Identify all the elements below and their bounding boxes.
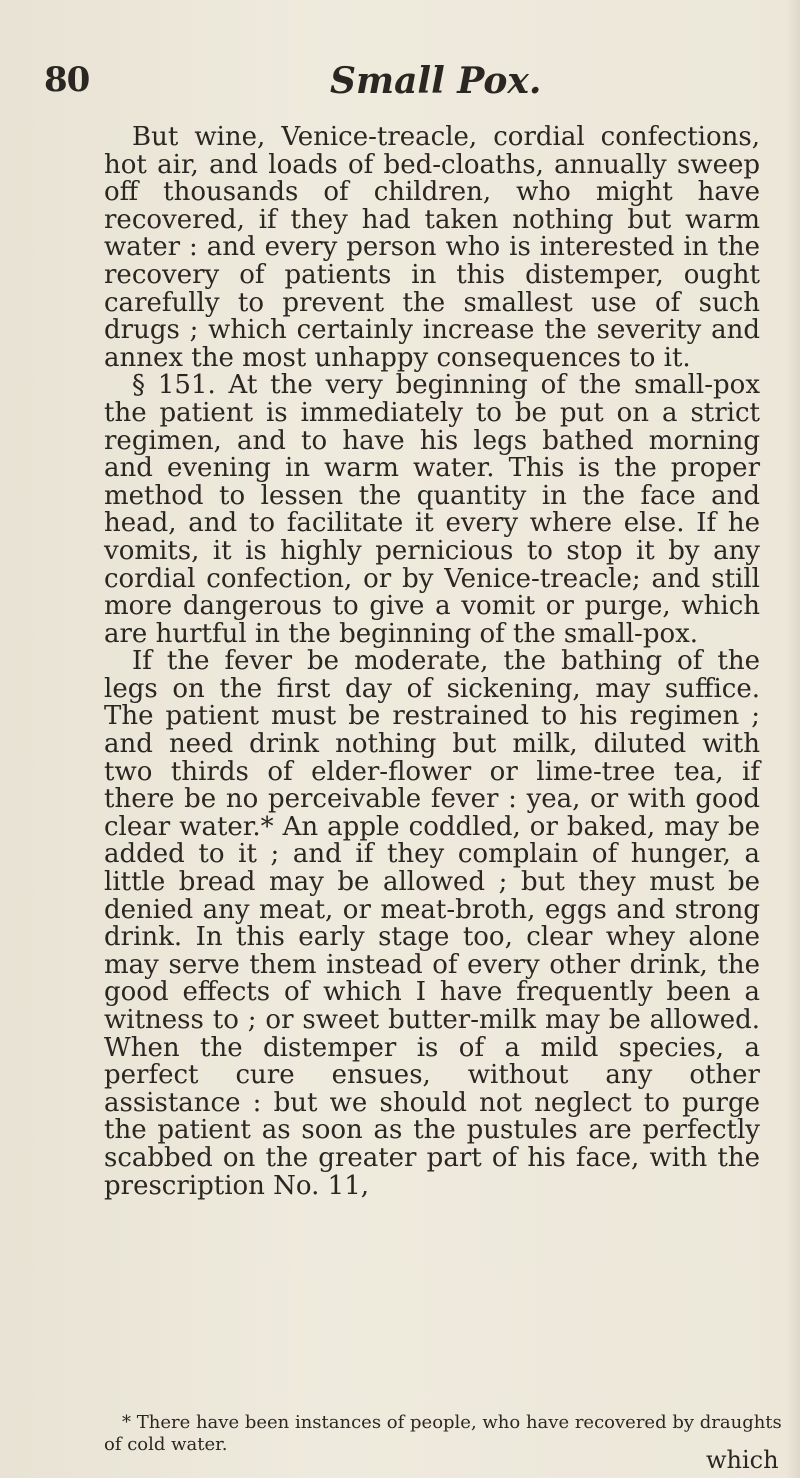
page-number: 80 xyxy=(44,60,90,100)
page-edge-shadow xyxy=(786,0,800,1478)
catchword: which xyxy=(706,1446,779,1474)
footnote-text: * There have been instances of people, who have recovered by draughts of cold water. xyxy=(104,1412,782,1455)
paragraph: § 151. At the very beginning of the small-pox the patient is immediately to be put on a strict regimen, and to have his legs bathed morning and evening in warm water. This is the proper method to lessen the quantity in the face and head, and to facilitate it every where else. If he vomits, it is highly pernicious to stop it by any cordial confection, or by Venice-treacle; and still more dangerous to give a vomit or purge, which are hurtful in the beginning of the small-pox. xyxy=(104,370,760,649)
page-header xyxy=(0,60,800,110)
paragraph: But wine, Venice-treacle, cordial confections, hot air, and loads of bed-cloaths, annually sweep off thousands of children, who might have recovered, if they had taken nothing but warm water : and every person who is interested in the recovery of patients in this distemper, ought carefully to prevent the smallest use of such drugs ; which certainly increase the severity and annex the most unhappy consequences to it. xyxy=(104,122,760,373)
running-title: Small Pox. xyxy=(330,60,542,102)
body-text xyxy=(104,124,760,1200)
footnote xyxy=(104,1412,784,1456)
paragraph: If the fever be moderate, the bathing of the legs on the first day of sickening, may suffice. The patient must be restrained to his regimen ; and need drink nothing but milk, diluted with two thirds of elder-flower or lime-tree tea, if there be no perceivable fever : yea, or with good clear water.* An apple coddled, or baked, may be added to it ; and if they complain of hunger, a little bread may be allowed ; but they must be denied any meat, or meat-broth, eggs and strong drink. In this early stage too, clear whey alone may serve them instead of every other drink, the good effects of which I have frequently been a witness to ; or sweet butter-milk may be allowed. When the distemper is of a mild species, a perfect cure ensues, without any other assistance : but we should not neglect to purge the patient as soon as the pustules are perfectly scabbed on the greater part of his face, with the prescription No. 11, xyxy=(104,646,760,1201)
